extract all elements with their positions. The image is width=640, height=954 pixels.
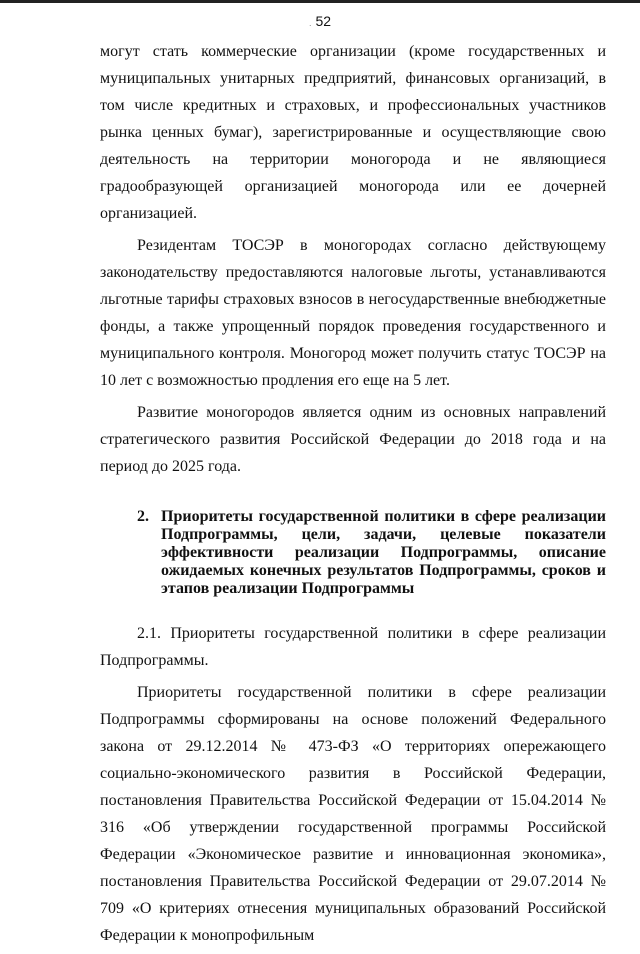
document-body — [100, 38, 606, 954]
section-title: Приоритеты государственной политики в сфере реализации Подпрограммы, цели, задачи, целевые показатели эффективности реализации Подпрограммы, описание ожидаемых конечных результатов Подпрограммы, сроков и этапов реализации Подпрограммы — [161, 508, 606, 597]
paragraph-priorities-basis: Приоритеты государственной политики в сфере реализации Подпрограммы сформированы на основе положений Федерального закона от 29.12.2014 № 473-ФЗ «О территориях опережающего социально-экономического развития в Российской Федерации, постановления Правительства Российской Федерации от 15.04.2014 № 316 «Об утверждении государственной программы Российской Федерации «Экономическое развитие и инновационная экономика», постановления Правительства Российской Федерации от 29.07.2014 № 709 «О критериях отнесения муниципальных образований Российской Федерации к монопрофильным — [100, 684, 606, 944]
paragraph-monotown-development: Развитие моногородов является одним из основных направлений стратегического развития Российской Федерации до 2018 года и на период до 2025 года. — [100, 404, 606, 475]
page-number-mark: . — [308, 18, 312, 28]
paragraph-residents-benefits: Резидентам ТОСЭР в моногородах согласно действующему законодательству предоставляются налоговые льготы, устанавливаются льготные тарифы страховых взносов в негосударственные внебюджетные фонды, а также упрощенный порядок проведения государственного и муниципального контроля. Моногород может получить статус ТОСЭР на 10 лет с возможностью продления его еще на 5 лет. — [100, 237, 606, 389]
section-number: 2. — [137, 508, 149, 525]
top-border-line — [0, 0, 640, 3]
paragraph-residents-eligibility: могут стать коммерческие организации (кроме государственных и муниципальных унитарных предприятий, финансовых организаций, в том числе кредитных и страховых, и профессиональных участников рынка ценных бумаг), зарегистрированные и осуществляющие свою деятельность на территории моногорода и не являющиеся градообразующей организацией моногорода или ее дочерней организацией. — [100, 43, 606, 222]
subsection-heading: 2.1. Приоритеты государственной политики в сфере реализации Подпрограммы. — [100, 625, 606, 669]
page-number-value: 52 — [315, 13, 332, 29]
section-heading — [137, 508, 606, 598]
page-number — [0, 13, 640, 29]
